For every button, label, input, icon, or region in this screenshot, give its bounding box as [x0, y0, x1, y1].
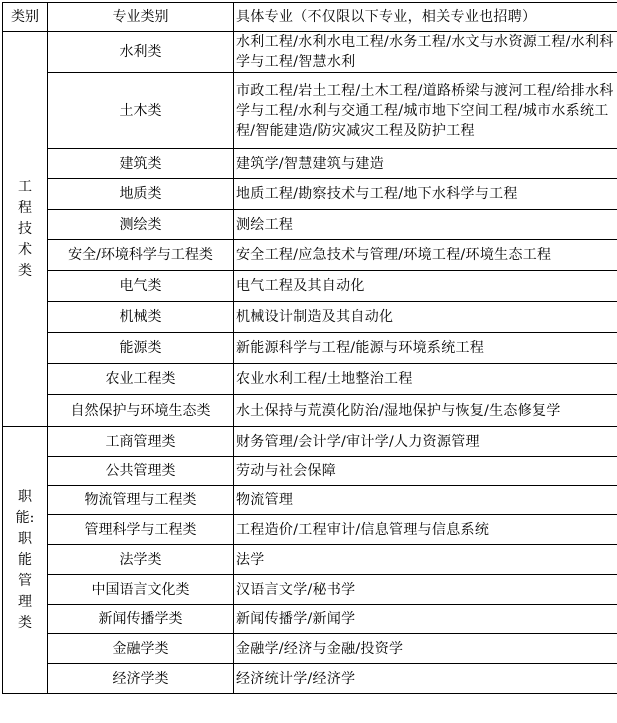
majors-table	[2, 2, 617, 694]
specific-majors-cell: 金融学/经济与金融/投资学	[234, 634, 617, 664]
major-category-cell: 土木类	[48, 73, 234, 149]
table-row	[3, 240, 617, 271]
major-category-cell: 安全/环境科学与工程类	[48, 240, 234, 271]
specific-majors-cell: 机械设计制造及其自动化	[234, 302, 617, 333]
major-category-cell: 公共管理类	[48, 457, 234, 486]
table-row	[3, 634, 617, 664]
table-row	[3, 271, 617, 302]
specific-majors-cell: 物流管理	[234, 486, 617, 515]
table-row	[3, 302, 617, 333]
major-category-cell: 能源类	[48, 333, 234, 364]
specific-majors-cell: 法学	[234, 545, 617, 575]
specific-majors-cell: 水利工程/水利水电工程/水务工程/水文与水资源工程/水利科学与工程/智慧水利	[234, 32, 617, 73]
specific-majors-cell: 新闻传播学/新闻学	[234, 605, 617, 634]
specific-majors-cell: 工程造价/工程审计/信息管理与信息系统	[234, 515, 617, 545]
specific-majors-cell: 测绘工程	[234, 210, 617, 240]
specific-majors-cell: 市政工程/岩土工程/土木工程/道路桥梁与渡河工程/给排水科学与工程/水利与交通工程/城市地下空间工程/城市水系统工程/智能建造/防灾减灾工程及防护工程	[234, 73, 617, 149]
major-category-cell: 电气类	[48, 271, 234, 302]
table-row	[3, 427, 617, 457]
header-row	[3, 3, 617, 32]
specific-majors-cell: 财务管理/会计学/审计学/人力资源管理	[234, 427, 617, 457]
major-category-cell: 经济学类	[48, 664, 234, 694]
major-category-cell: 水利类	[48, 32, 234, 73]
header-major-category: 专业类别	[48, 3, 234, 32]
table-row	[3, 605, 617, 634]
major-category-cell: 自然保护与环境生态类	[48, 395, 234, 427]
table-row	[3, 73, 617, 149]
table-row	[3, 457, 617, 486]
specific-majors-cell: 水土保持与荒漠化防治/湿地保护与恢复/生态修复学	[234, 395, 617, 427]
table-row	[3, 210, 617, 240]
specific-majors-cell: 劳动与社会保障	[234, 457, 617, 486]
major-category-cell: 农业工程类	[48, 364, 234, 395]
table-row	[3, 664, 617, 694]
specific-majors-cell: 安全工程/应急技术与管理/环境工程/环境生态工程	[234, 240, 617, 271]
major-category-cell: 物流管理与工程类	[48, 486, 234, 515]
table-row	[3, 545, 617, 575]
major-category-cell: 地质类	[48, 179, 234, 210]
specific-majors-cell: 地质工程/勘察技术与工程/地下水科学与工程	[234, 179, 617, 210]
table-row	[3, 179, 617, 210]
major-category-cell: 法学类	[48, 545, 234, 575]
header-category: 类别	[3, 3, 48, 32]
table-row	[3, 395, 617, 427]
specific-majors-cell: 电气工程及其自动化	[234, 271, 617, 302]
specific-majors-cell: 农业水利工程/土地整治工程	[234, 364, 617, 395]
major-category-cell: 机械类	[48, 302, 234, 333]
major-category-cell: 中国语言文化类	[48, 575, 234, 605]
table-row	[3, 333, 617, 364]
specific-majors-cell: 汉语言文学/秘书学	[234, 575, 617, 605]
table-row	[3, 486, 617, 515]
table-row	[3, 364, 617, 395]
table-row	[3, 149, 617, 179]
header-specific-majors: 具体专业（不仅限以下专业，相关专业也招聘）	[234, 3, 617, 32]
major-category-cell: 金融学类	[48, 634, 234, 664]
specific-majors-cell: 新能源科学与工程/能源与环境系统工程	[234, 333, 617, 364]
major-category-cell: 测绘类	[48, 210, 234, 240]
group-label: 职能:职能管理类	[3, 427, 48, 694]
table-row	[3, 32, 617, 73]
major-category-cell: 新闻传播学类	[48, 605, 234, 634]
major-category-cell: 建筑类	[48, 149, 234, 179]
major-category-cell: 工商管理类	[48, 427, 234, 457]
specific-majors-cell: 建筑学/智慧建筑与建造	[234, 149, 617, 179]
table-row	[3, 515, 617, 545]
table-row	[3, 575, 617, 605]
group-label: 工程技术类	[3, 32, 48, 427]
major-category-cell: 管理科学与工程类	[48, 515, 234, 545]
majors-table-body	[3, 3, 617, 694]
specific-majors-cell: 经济统计学/经济学	[234, 664, 617, 694]
